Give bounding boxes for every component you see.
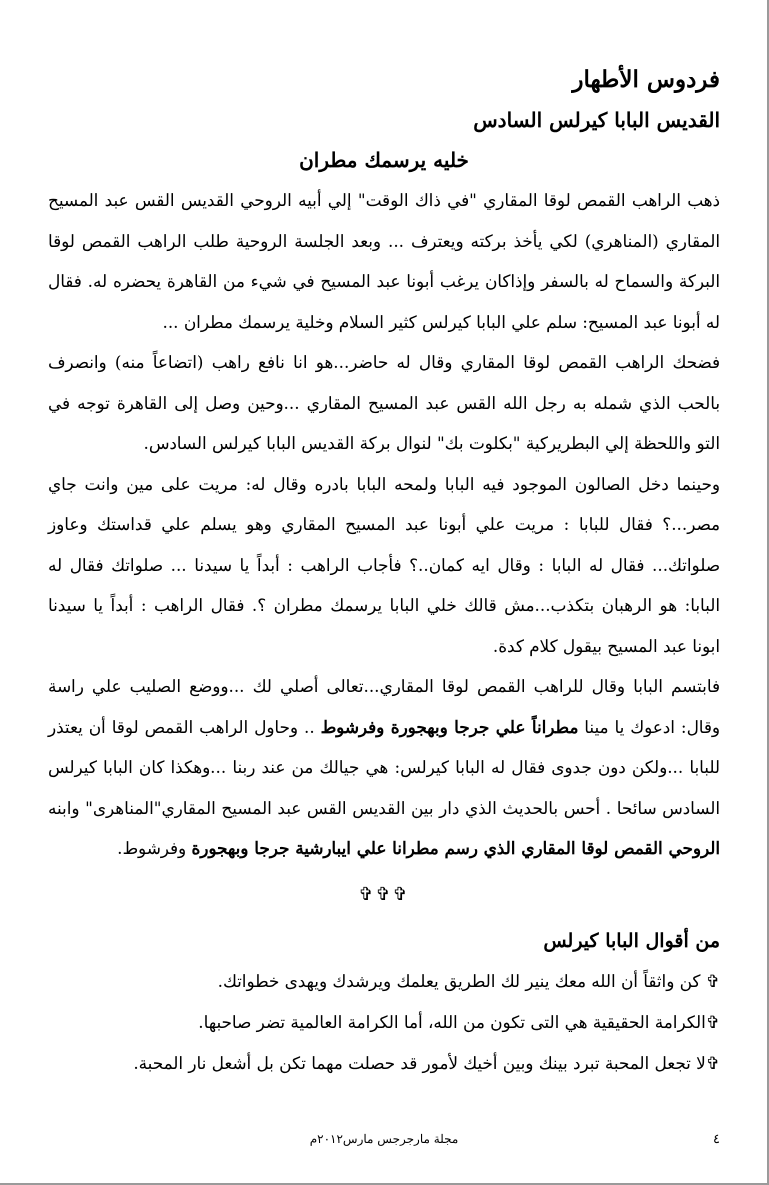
page-number: ٤ [713, 1132, 720, 1147]
paragraph-4-end: وفرشوط. [117, 838, 192, 858]
saying-text: لا تجعل المحبة تبرد بينك وبين أخيك لأمور قد حصلت مهما تكن بل أشعل نار المحبة. [133, 1052, 706, 1073]
saying-text: كن واثقاً أن الله معك ينير لك الطريق يعلمك ويرشدك ويهدى خطواتك. [217, 970, 706, 991]
document-page [48, 56, 720, 1136]
story-title: خليه يرسمك مطران [299, 148, 469, 172]
page-footer [48, 1132, 720, 1156]
bold-phrase-2: الروحي القمص لوقا المقاري الذي رسم مطرانا علي ايبارشية جرجا وبهجورة [191, 838, 720, 858]
paragraph-4-start: فابتسم البابا وقال للراهب القمص لوقا المقاري...تعالى أصلي لك ...ووضع الصليب علي راسة وقال: ادعوك يا مينا [48, 676, 721, 737]
saying-text: الكرامة الحقيقية هي التى تكون من الله، أما الكرامة العالمية تضر صاحبها. [198, 1011, 706, 1032]
page-title: فردوس الأطهار [572, 66, 720, 93]
saying-item [48, 1043, 720, 1084]
sayings-title: من أقوال البابا كيرلس [543, 929, 720, 952]
story-paragraph-2: فضحك الراهب القمص لوقا المقاري وقال له حاضر...هو انا نافع راهب (اتضاعاً منه) وانصرف بالحب الذي شمله به رجل الله القس عبد المسيح المقاري ...وحين وصل إلى القاهرة توجه في التو واللحظة إلي البطريركية "بكلوت بك" لنوال بركة القديس البابا كيرلس السادس. [48, 352, 720, 453]
story-paragraph-1: ذهب الراهب القمص لوقا المقاري "في ذاك الوقت" إلي أبيه الروحي القديس القس عبد المسيح المقاري (المناهري) لكي يأخذ بركته ويعترف ... وبعد الجلسة الروحية طلب الراهب القمص لوقا البركة والسماح له بالسفر وإذاكان يرغب أبونا عبد المسيح في شيء من القاهرة يحضره له. فقال له أبونا عبد المسيح: سلم علي البابا كيرلس كثير السلام وخلية يرسمك مطران ... [48, 190, 720, 332]
cross-separator-icon: ✞✞✞ [358, 883, 410, 905]
saint-heading: القديس البابا كيرلس السادس [473, 108, 720, 132]
cross-icon: ✞ [705, 971, 720, 992]
cross-icon: ✞ [705, 1053, 720, 1074]
cross-icon: ✞ [705, 1012, 720, 1033]
story-paragraph-4 [48, 666, 720, 869]
bold-phrase-1: مطراناً علي جرجا وبهجورة وفرشوط [320, 716, 579, 737]
story-paragraph-3: وحينما دخل الصالون الموجود فيه البابا ولمحه البابا بادره وقال له: مريت على مين وانت جاي مصر...؟ فقال للبابا : مريت علي أبونا عبد المسيح المقاري وهو يسلم علي قداستك وعاوز صلواتك... فقال له البابا : وقال ايه كمان..؟ فأجاب الراهب : أبداً يا سيدنا ... صلواتك فقال له البابا: هو الرهبان بتكذب...مش قالك خلي البابا يرسمك مطران ؟. فقال الراهب : أبداً يا سيدنا ابونا عبد المسيح بيقول كلام كدة. [48, 473, 720, 656]
saying-item [48, 961, 720, 1002]
paragraph-4-middle: .. وحاول الراهب القمص لوقا أن يعتذر للبابا ...ولكن دون جدوى فقال له البابا كيرلس: هي جيالك من عند ربنا ...وهكذا كان البابا كيرلس السادس سائحا . أحس بالحديث الذي دار بين القديس القس عبد المسيح المقاري"المناهرى" وابنه [48, 716, 720, 818]
magazine-name: مجلة مارجرجس مارس٢٠١٢م [309, 1132, 459, 1146]
saying-item [48, 1002, 720, 1043]
